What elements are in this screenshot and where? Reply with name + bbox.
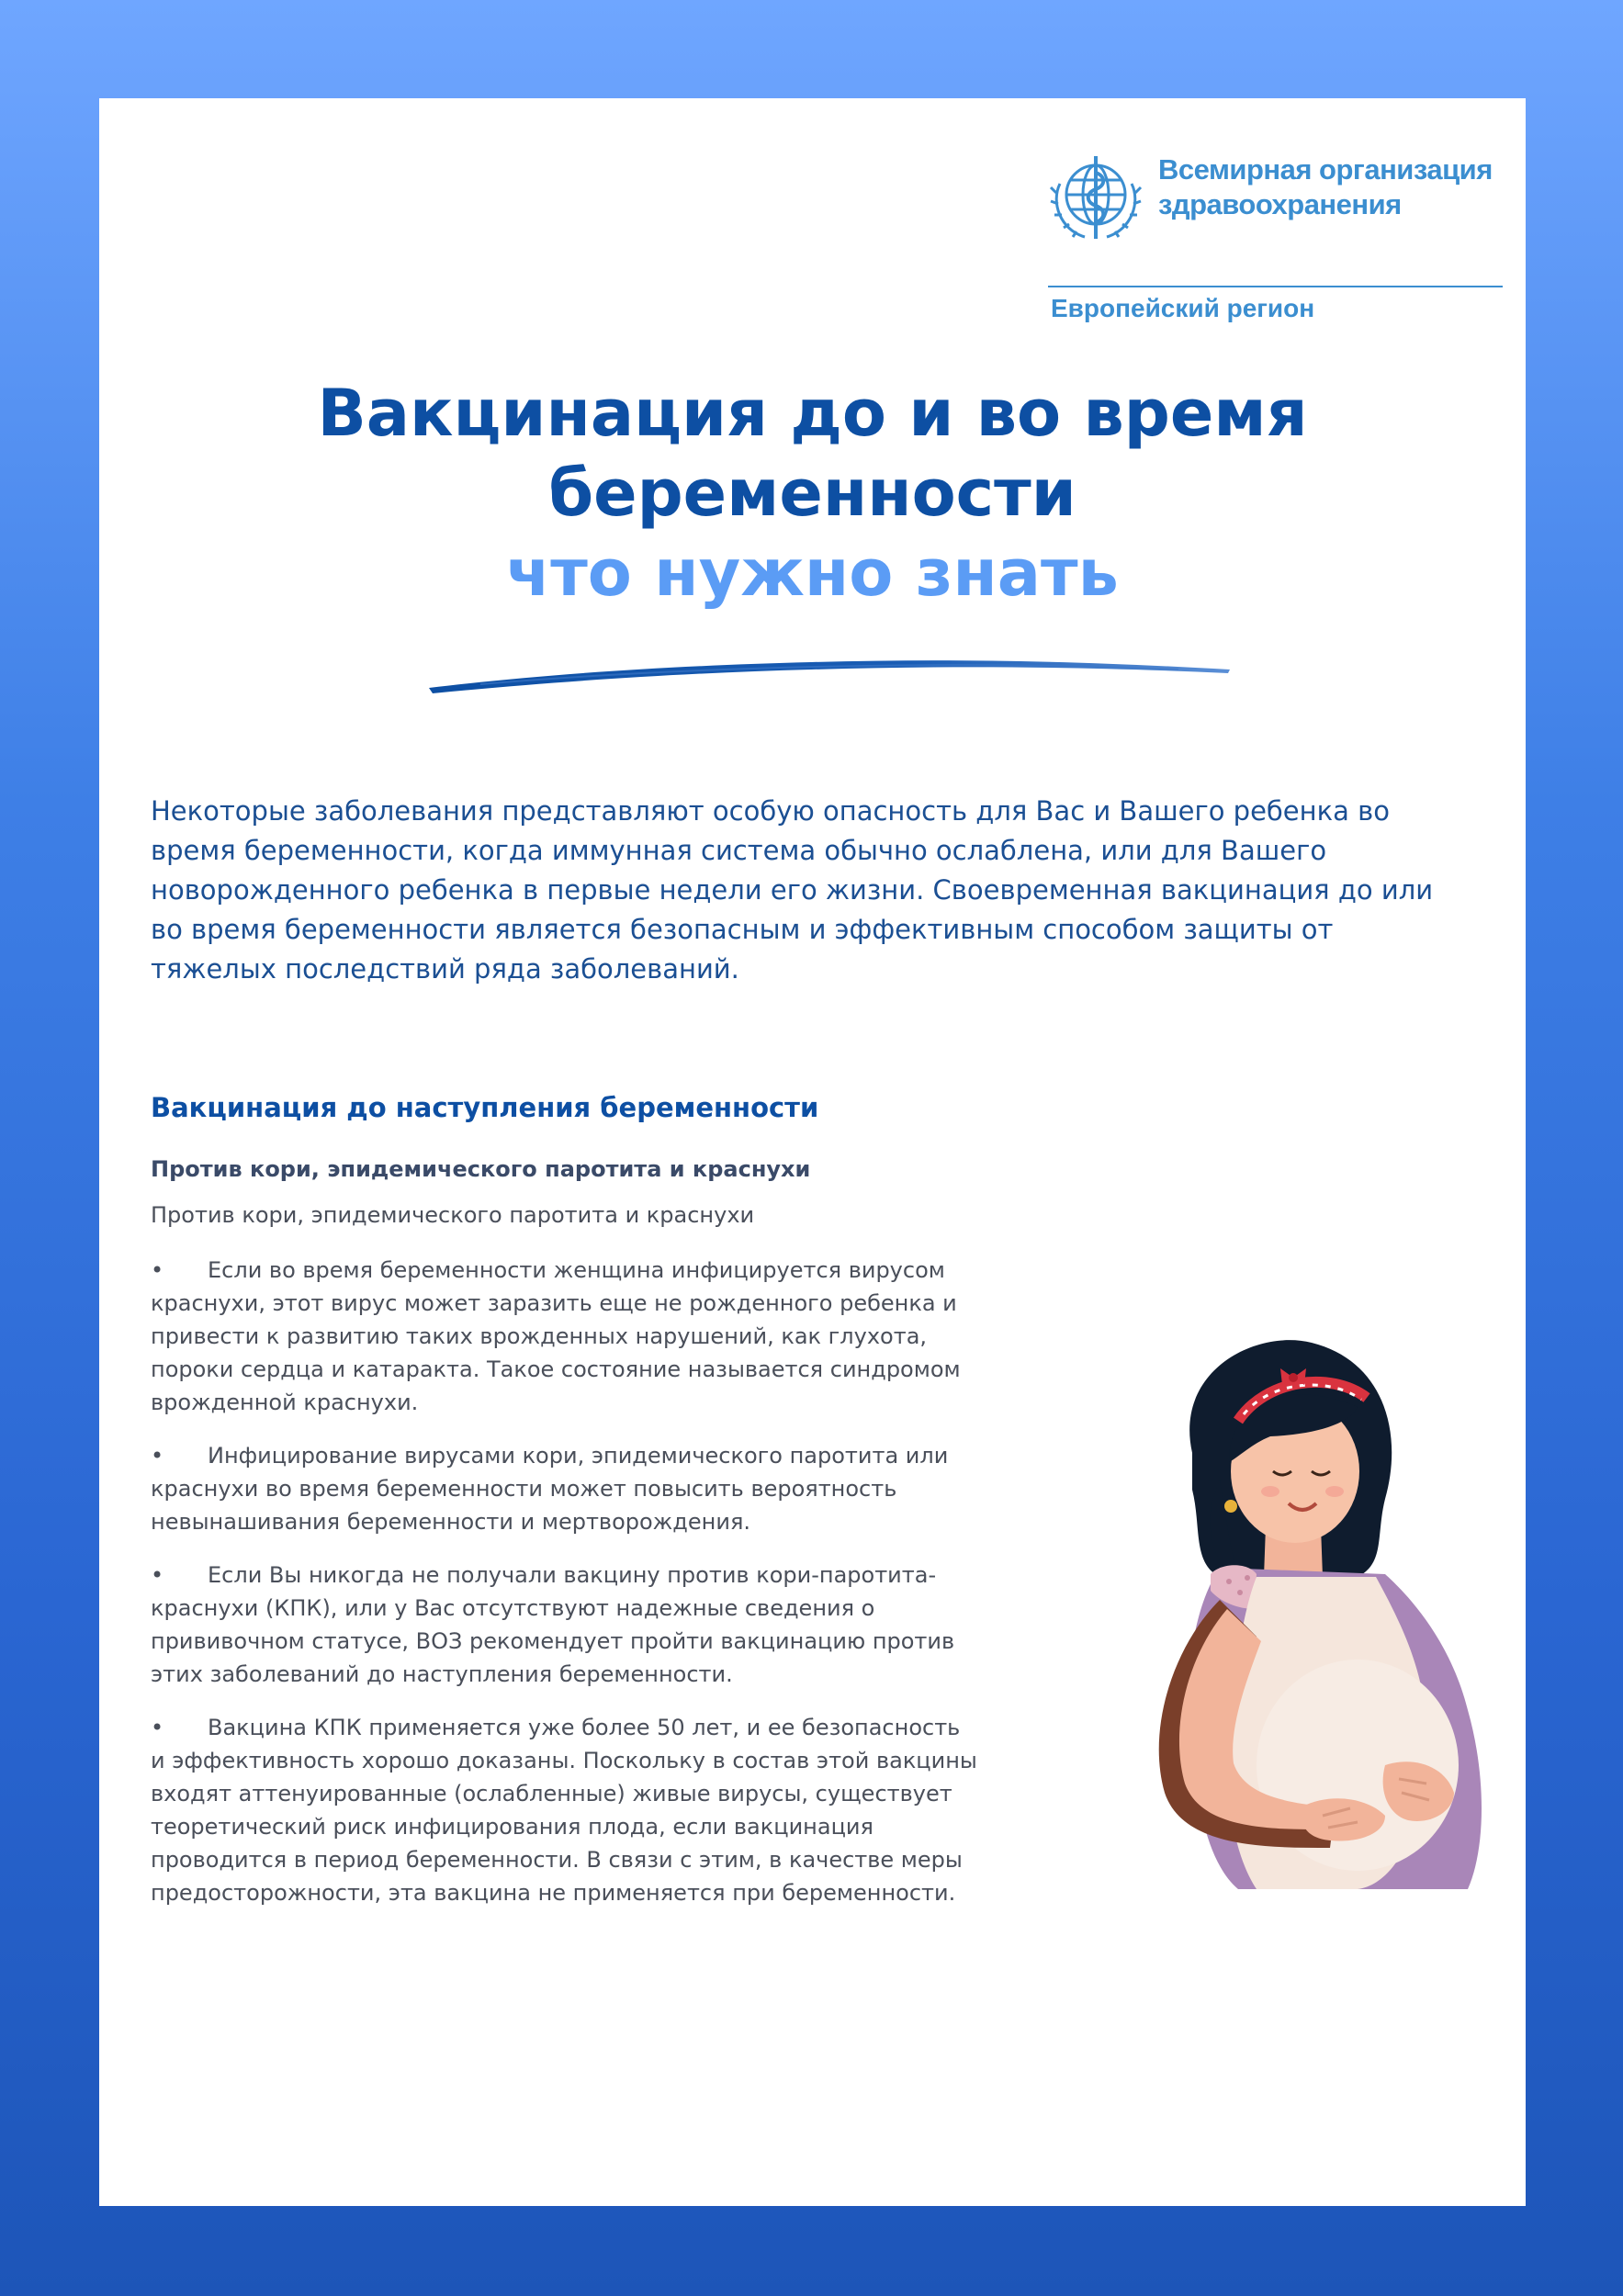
logo-divider [1048, 286, 1503, 287]
who-logo [1043, 140, 1503, 322]
page-subtitle: что нужно знать [506, 535, 1119, 611]
bullet-text: Если Вы никогда не получали вакцину против кори-паротита-краснухи (КПК), или у Вас отсутствуют надежные сведения о прививочном статусе, ВОЗ рекомендует пройти вакцинацию против этих заболеваний до наступления беременности. [151, 1562, 955, 1687]
brush-stroke-divider [425, 649, 1234, 695]
list-item [151, 1711, 977, 1909]
who-emblem-icon [1043, 147, 1149, 248]
bullet-marker: • [151, 1257, 164, 1283]
section-heading: Вакцинация до наступления беременности [151, 1092, 819, 1123]
org-name: Всемирная организация здравоохранения [1158, 153, 1493, 220]
bullet-text: Вакцина КПК применяется уже более 50 лет, и ее безопасность и эффективность хорошо доказаны. Поскольку в состав этой вакцины входят аттенуированные (ослабленные) живые вирусы, существует теоретический риск инфицирования плода, если вакцинация проводится в период беременности. В связи с этим, в качестве меры предосторожности, эта вакцина не применяется при беременности. [151, 1715, 977, 1906]
pregnant-woman-illustration [1082, 1334, 1505, 1889]
title-block [99, 374, 1526, 613]
bullet-text: Инфицирование вирусами кори, эпидемического паротита или краснухи во время беременности может повысить вероятность невынашивания беременности и мертворождения. [151, 1443, 949, 1535]
bullet-marker: • [151, 1562, 164, 1588]
bullet-marker: • [151, 1715, 164, 1740]
bullet-text: Если во время беременности женщина инфицируется вирусом краснухи, этот вирус может заразить еще не рожденного ребенка и привести к развитию таких врожденных нарушений, как глухота, пороки сердца и катаракта. Такое состояние называется синдромом врожденной краснухи. [151, 1257, 961, 1415]
bullet-list [151, 1254, 977, 1930]
subsection-text: Против кори, эпидемического паротита и краснухи [151, 1202, 755, 1228]
subsection-heading: Против кори, эпидемического паротита и краснухи [151, 1156, 811, 1182]
intro-paragraph: Некоторые заболевания представляют особую опасность для Вас и Вашего ребенка во время беременности, когда иммунная система обычно ослаблена, или для Вашего новорожденного ребенка в первые недели его жизни. Своевременная вакцинация до или во время беременности является безопасным и эффективным способом защиты от тяжелых последствий ряда заболеваний. [151, 795, 1434, 985]
list-item [151, 1559, 977, 1691]
list-item [151, 1439, 977, 1538]
list-item [151, 1254, 977, 1419]
bullet-marker: • [151, 1443, 164, 1469]
page-title: Вакцинация до и во время беременности [317, 376, 1308, 531]
region-label: Европейский регион [1051, 294, 1315, 322]
document-page [99, 98, 1526, 2206]
